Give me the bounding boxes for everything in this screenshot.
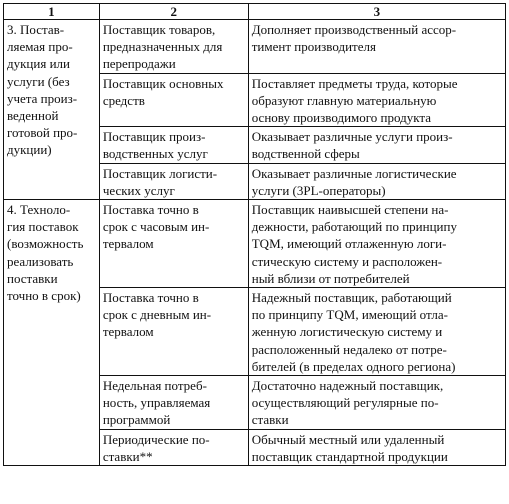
classification-table <box>3 3 506 466</box>
description-cell: Поставщик наивысшей степени на- дежности, работающий по принципу TQM, имеющий отлаженную логи- стическую систему и расположен- ный вблизи от потребителей <box>248 200 505 288</box>
supplier-type-cell: Поставка точно в срок с дневным ин- тервалом <box>99 288 248 376</box>
description-cell: Дополняет производственный ассор- тимент производителя <box>248 20 505 74</box>
column-number-1: 1 <box>4 4 100 20</box>
table-row <box>4 200 506 288</box>
supplier-type-cell: Недельная потреб- ность, управляемая программой <box>99 376 248 430</box>
supplier-type-cell: Поставщик произ- водственных услуг <box>99 127 248 163</box>
description-cell: Оказывает различные логистические услуги (3PL-операторы) <box>248 163 505 199</box>
column-number-2: 2 <box>99 4 248 20</box>
supplier-type-cell: Поставщик логисти- ческих услуг <box>99 163 248 199</box>
category-cell: 4. Техноло- гия поставок (возможность реализовать поставки точно в срок) <box>4 200 100 466</box>
column-number-3: 3 <box>248 4 505 20</box>
description-cell: Оказывает различные услуги произ- водственной сферы <box>248 127 505 163</box>
category-cell: 3. Постав- ляемая про- дукция или услуги (без учета произ- веденной готовой про- дукции) <box>4 20 100 200</box>
table-row <box>4 20 506 74</box>
description-cell: Достаточно надежный поставщик, осуществляющий регулярные по- ставки <box>248 376 505 430</box>
description-cell: Надежный поставщик, работающий по принципу TQM, имеющий отла- женную логистическую систему и расположенный недалеко от потре- бителей (в пределах одного региона) <box>248 288 505 376</box>
description-cell: Обычный местный или удаленный поставщик стандартной продукции <box>248 429 505 465</box>
supplier-type-cell: Поставка точно в срок с часовым ин- тервалом <box>99 200 248 288</box>
supplier-type-cell: Поставщик товаров, предназначенных для перепродажи <box>99 20 248 74</box>
header-row <box>4 4 506 20</box>
description-cell: Поставляет предметы труда, которые образуют главную материальную основу производимого продукта <box>248 73 505 127</box>
supplier-type-cell: Периодические по- ставки** <box>99 429 248 465</box>
supplier-type-cell: Поставщик основных средств <box>99 73 248 127</box>
